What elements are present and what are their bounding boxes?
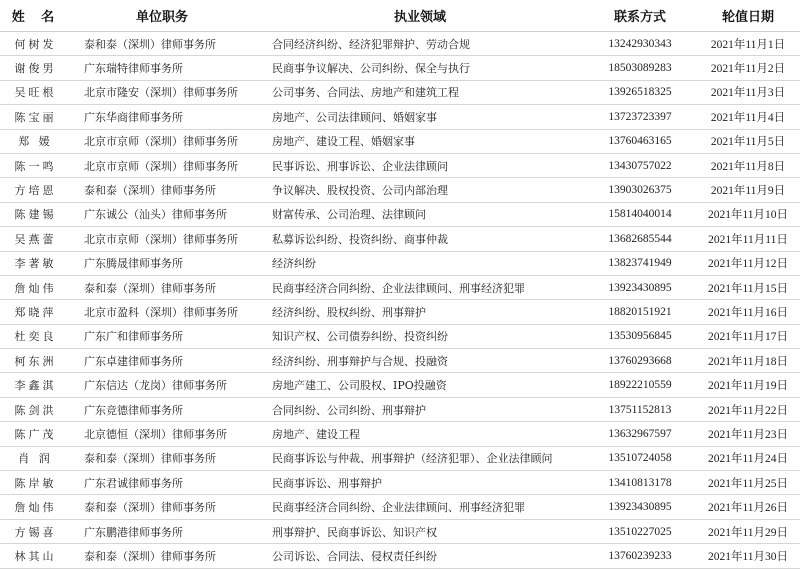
org-cell: 泰和泰（深圳）律师事务所 <box>84 37 216 51</box>
field-cell: 房地产、建设工程、婚姻家事 <box>272 135 415 149</box>
field-cell: 经济纠纷、刑事辩护与合规、投融资 <box>272 354 448 368</box>
phone-cell: 13823741949 <box>608 257 672 270</box>
phone-cell: 13760239233 <box>608 549 672 562</box>
field-cell: 民商事经济合同纠纷、企业法律顾问、刑事经济犯罪 <box>272 281 525 295</box>
date-cell: 2021年11月15日 <box>707 282 789 295</box>
field-cell: 房地产、建设工程 <box>272 427 360 441</box>
phone-cell: 18922210559 <box>608 379 672 392</box>
name-cell: 郑 媛 <box>18 135 53 149</box>
field-cell: 民商事争议解决、公司纠纷、保全与执行 <box>272 62 470 76</box>
header-org: 单位职务 <box>135 10 188 25</box>
org-cell: 泰和泰（深圳）律师事务所 <box>84 501 216 515</box>
date-cell: 2021年11月22日 <box>707 404 789 417</box>
date-cell: 2021年11月18日 <box>707 355 789 368</box>
org-cell: 北京市京师（深圳）律师事务所 <box>84 159 238 173</box>
name-cell: 李鑫淇 <box>14 379 57 393</box>
name-cell: 陈剑洪 <box>14 403 57 417</box>
table-row <box>0 519 800 543</box>
org-cell: 广东鹏港律师事务所 <box>84 525 183 539</box>
date-cell: 2021年11月23日 <box>707 428 789 441</box>
date-cell: 2021年11月17日 <box>707 331 789 344</box>
name-cell: 吴旺根 <box>14 86 57 100</box>
table-row <box>0 324 800 348</box>
phone-cell: 18503089283 <box>608 62 672 75</box>
name-cell: 肖 润 <box>18 452 53 466</box>
field-cell: 民商事诉讼、刑事辩护 <box>272 476 382 490</box>
date-cell: 2021年11月9日 <box>710 185 786 198</box>
phone-cell: 13530956845 <box>608 330 672 343</box>
table-row <box>0 32 800 56</box>
date-cell: 2021年11月24日 <box>707 453 789 466</box>
phone-cell: 13410813178 <box>608 476 672 489</box>
header-field: 执业领域 <box>393 10 446 25</box>
date-cell: 2021年11月30日 <box>707 550 789 563</box>
name-cell: 谢俊男 <box>14 62 57 76</box>
table-row <box>0 422 800 446</box>
table-row <box>0 251 800 275</box>
date-cell: 2021年11月1日 <box>710 38 786 51</box>
org-cell: 北京市隆安（深圳）律师事务所 <box>84 86 238 100</box>
date-cell: 2021年11月16日 <box>707 306 789 319</box>
phone-cell: 13751152813 <box>608 403 672 416</box>
name-cell: 郑晓萍 <box>14 305 57 319</box>
date-cell: 2021年11月19日 <box>707 380 789 393</box>
field-cell: 民商事诉讼与仲裁、刑事辩护（经济犯罪）、企业法律顾问 <box>272 452 553 466</box>
table-row <box>0 446 800 470</box>
org-cell: 泰和泰（深圳）律师事务所 <box>84 281 216 295</box>
field-cell: 经济纠纷 <box>272 257 316 271</box>
org-cell: 北京市盈科（深圳）律师事务所 <box>84 305 238 319</box>
date-cell: 2021年11月11日 <box>708 233 788 246</box>
org-cell: 广东瑞特律师事务所 <box>84 62 183 76</box>
table-row <box>0 275 800 299</box>
org-cell: 广东华商律师事务所 <box>84 110 183 124</box>
header-date: 轮值日期 <box>721 10 774 25</box>
phone-cell: 13926518325 <box>608 86 672 99</box>
date-cell: 2021年11月25日 <box>707 477 789 490</box>
field-cell: 房地产建工、公司股权、IPO投融资 <box>272 379 447 393</box>
date-cell: 2021年11月26日 <box>707 502 789 515</box>
phone-cell: 15814040014 <box>608 208 672 221</box>
table-row <box>0 397 800 421</box>
org-cell: 北京市京师（深圳）律师事务所 <box>84 135 238 149</box>
table-row <box>0 202 800 226</box>
table-row <box>0 105 800 129</box>
phone-cell: 13242930343 <box>608 37 672 50</box>
phone-cell: 13760293668 <box>608 354 672 367</box>
table-row <box>0 300 800 324</box>
field-cell: 民事诉讼、刑事诉讼、企业法律顾问 <box>272 159 448 173</box>
table-row <box>0 227 800 251</box>
field-cell: 财富传承、公司治理、法律顾问 <box>272 208 426 222</box>
org-cell: 北京德恒（深圳）律师事务所 <box>84 427 227 441</box>
date-cell: 2021年11月10日 <box>707 209 789 222</box>
org-cell: 泰和泰（深圳）律师事务所 <box>84 452 216 466</box>
header-name: 姓 名 <box>11 10 61 25</box>
org-cell: 广东广和律师事务所 <box>84 330 183 344</box>
phone-cell: 13682685544 <box>608 232 672 245</box>
phone-cell: 13723723397 <box>608 110 672 123</box>
table-row <box>0 471 800 495</box>
name-cell: 何树发 <box>14 37 57 51</box>
header-phone: 联系方式 <box>613 10 666 25</box>
name-cell: 吴燕蕾 <box>14 232 57 246</box>
org-cell: 广东君诚律师事务所 <box>84 476 183 490</box>
name-cell: 詹灿伟 <box>14 281 57 295</box>
name-cell: 陈一鸣 <box>14 159 57 173</box>
name-cell: 詹灿伟 <box>14 501 57 515</box>
name-cell: 方锡喜 <box>14 525 57 539</box>
phone-cell: 13923430895 <box>608 501 672 514</box>
date-cell: 2021年11月5日 <box>710 136 786 149</box>
date-cell: 2021年11月8日 <box>710 160 786 173</box>
field-cell: 公司事务、合同法、房地产和建筑工程 <box>272 86 459 100</box>
table-header-row <box>0 0 800 32</box>
name-cell: 柯东洲 <box>14 354 57 368</box>
name-cell: 陈岸敏 <box>14 476 57 490</box>
field-cell: 知识产权、公司债券纠纷、投资纠纷 <box>272 330 448 344</box>
phone-cell: 13923430895 <box>608 281 672 294</box>
org-cell: 广东诚公（汕头）律师事务所 <box>84 208 227 222</box>
phone-cell: 18820151921 <box>608 305 672 318</box>
name-cell: 陈广茂 <box>14 427 57 441</box>
phone-cell: 13430757022 <box>608 159 672 172</box>
org-cell: 广东竞德律师事务所 <box>84 403 183 417</box>
date-cell: 2021年11月4日 <box>710 111 786 124</box>
table-row <box>0 80 800 104</box>
name-cell: 李著敏 <box>14 257 57 271</box>
table-row <box>0 349 800 373</box>
field-cell: 民商事经济合同纠纷、企业法律顾问、刑事经济犯罪 <box>272 501 525 515</box>
org-cell: 广东信达（龙岗）律师事务所 <box>84 379 227 393</box>
field-cell: 合同纠纷、公司纠纷、刑事辩护 <box>272 403 426 417</box>
date-cell: 2021年11月12日 <box>707 258 789 271</box>
field-cell: 刑事辩护、民商事诉讼、知识产权 <box>272 525 437 539</box>
table-row <box>0 544 800 568</box>
field-cell: 房地产、公司法律顾问、婚姻家事 <box>272 110 437 124</box>
field-cell: 公司诉讼、合同法、侵权责任纠纷 <box>272 549 437 563</box>
field-cell: 争议解决、股权投资、公司内部治理 <box>272 184 448 198</box>
table-row <box>0 129 800 153</box>
table-row <box>0 495 800 519</box>
date-cell: 2021年11月29日 <box>707 526 789 539</box>
date-cell: 2021年11月3日 <box>710 87 786 100</box>
org-cell: 广东卓建律师事务所 <box>84 354 183 368</box>
table-row <box>0 373 800 397</box>
name-cell: 林其山 <box>14 549 57 563</box>
table-row <box>0 153 800 177</box>
field-cell: 合同经济纠纷、经济犯罪辩护、劳动合规 <box>272 37 470 51</box>
field-cell: 经济纠纷、股权纠纷、刑事辩护 <box>272 305 426 319</box>
phone-cell: 13510724058 <box>608 452 672 465</box>
table-row <box>0 178 800 202</box>
phone-cell: 13903026375 <box>608 184 672 197</box>
org-cell: 北京市京师（深圳）律师事务所 <box>84 232 238 246</box>
org-cell: 泰和泰（深圳）律师事务所 <box>84 184 216 198</box>
org-cell: 广东腾晟律师事务所 <box>84 257 183 271</box>
name-cell: 陈宝丽 <box>14 110 57 124</box>
table-row <box>0 56 800 80</box>
field-cell: 私募诉讼纠纷、投资纠纷、商事仲裁 <box>272 232 448 246</box>
phone-cell: 13632967597 <box>608 427 672 440</box>
phone-cell: 13760463165 <box>608 135 672 148</box>
name-cell: 陈建锡 <box>14 208 57 222</box>
name-cell: 方培恩 <box>14 184 57 198</box>
phone-cell: 13510227025 <box>608 525 672 538</box>
org-cell: 泰和泰（深圳）律师事务所 <box>84 549 216 563</box>
name-cell: 杜奕良 <box>14 330 57 344</box>
date-cell: 2021年11月2日 <box>710 63 786 76</box>
